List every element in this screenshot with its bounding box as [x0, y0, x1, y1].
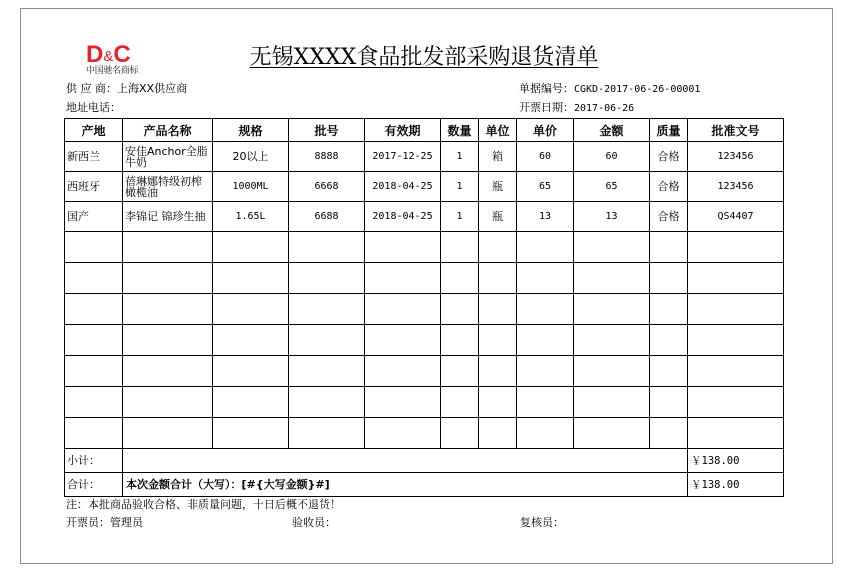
- col-header-expiry: 有效期: [365, 119, 441, 142]
- subtotal-value: ￥138.00: [688, 449, 784, 473]
- empty-row: [65, 294, 784, 325]
- empty-row: [65, 387, 784, 418]
- cell-batch: 8888: [289, 142, 365, 172]
- cell-quantity: 1: [441, 172, 479, 202]
- col-header-origin: 产地: [65, 119, 123, 142]
- col-header-quality: 质量: [650, 119, 688, 142]
- table-row: [65, 142, 784, 172]
- col-header-product-name: 产品名称: [123, 119, 213, 142]
- cell-quality: 合格: [650, 202, 688, 232]
- cell-quality: 合格: [650, 142, 688, 172]
- subtotal-row: [65, 449, 784, 473]
- cell-unit: 箱: [479, 142, 517, 172]
- reviewer-label: 复核员：: [520, 516, 564, 529]
- empty-row: [65, 232, 784, 263]
- issue-date-field: [519, 101, 634, 116]
- cell-quality: 合格: [650, 172, 688, 202]
- logo-mark: [86, 41, 152, 68]
- logo-letter-d: D: [86, 41, 103, 68]
- col-header-unit-price: 单价: [517, 119, 574, 142]
- total-row: [65, 473, 784, 497]
- address-label: 地址电话：: [66, 101, 121, 114]
- supplier-field: [66, 82, 187, 96]
- cell-expiry: 2018-04-25: [365, 172, 441, 202]
- empty-row: [65, 325, 784, 356]
- cell-origin: 新西兰: [65, 142, 123, 172]
- col-header-spec: 规格: [213, 119, 289, 142]
- cell-origin: 西班牙: [65, 172, 123, 202]
- total-label: 合计：: [65, 473, 123, 497]
- issue-date-value: 2017-06-26: [574, 103, 635, 114]
- supplier-value: 上海XX供应商: [117, 82, 188, 95]
- logo-ampersand: &: [103, 48, 113, 65]
- receiver-field: [292, 516, 336, 530]
- cell-spec: 1.65L: [213, 202, 289, 232]
- address-field: [66, 101, 121, 115]
- issuer-field: [66, 516, 143, 530]
- document-title: 无锡XXXX食品批发部采购退货清单: [249, 45, 599, 70]
- issuer-label: 开票员：: [66, 516, 110, 529]
- cell-unit-price: 13: [517, 202, 574, 232]
- doc-number-value: CGKD-2017-06-26-00001: [574, 84, 701, 95]
- cell-amount: 13: [574, 202, 650, 232]
- receiver-label: 验收员：: [292, 516, 336, 529]
- cell-product-name: 李锦记 锦珍生抽: [123, 202, 213, 232]
- table-row: [65, 202, 784, 232]
- total-amount-in-words: 本次金额合计（大写）：[#{大写金额}#]: [123, 473, 688, 497]
- cell-quantity: 1: [441, 142, 479, 172]
- col-header-quantity: 数量: [441, 119, 479, 142]
- total-value: ￥138.00: [688, 473, 784, 497]
- table-row: [65, 172, 784, 202]
- subtotal-label: 小计：: [65, 449, 123, 473]
- cell-batch: 6668: [289, 172, 365, 202]
- cell-spec: 20以上: [213, 142, 289, 172]
- cell-unit-price: 65: [517, 172, 574, 202]
- cell-approval-no: 123456: [688, 172, 784, 202]
- col-header-unit: 单位: [479, 119, 517, 142]
- cell-expiry: 2018-04-25: [365, 202, 441, 232]
- cell-amount: 65: [574, 172, 650, 202]
- col-header-amount: 金额: [574, 119, 650, 142]
- logo-letter-c: C: [113, 41, 130, 68]
- cell-product-name: 蓓琳娜特级初榨橄榄油: [123, 172, 213, 202]
- empty-row: [65, 418, 784, 449]
- supplier-label: 供 应 商：: [66, 82, 117, 95]
- subtotal-blank: [123, 449, 688, 473]
- reviewer-field: [520, 516, 564, 530]
- logo-subtitle: 中国驰名商标: [86, 66, 139, 76]
- empty-row: [65, 356, 784, 387]
- cell-unit: 瓶: [479, 202, 517, 232]
- return-policy-note: 注：本批商品验收合格、非质量问题，十日后概不退货！: [66, 498, 341, 511]
- cell-unit: 瓶: [479, 172, 517, 202]
- cell-unit-price: 60: [517, 142, 574, 172]
- cell-origin: 国产: [65, 202, 123, 232]
- cell-product-name: 安佳Anchor全脂牛奶: [123, 142, 213, 172]
- table-header-row: [65, 119, 784, 142]
- cell-quantity: 1: [441, 202, 479, 232]
- cell-expiry: 2017-12-25: [365, 142, 441, 172]
- return-items-table: [64, 118, 784, 497]
- doc-number-field: [519, 82, 700, 97]
- doc-number-label: 单据编号：: [519, 82, 574, 95]
- col-header-approval-no: 批准文号: [688, 119, 784, 142]
- col-header-batch: 批号: [289, 119, 365, 142]
- issuer-value: 管理员: [110, 516, 143, 529]
- cell-amount: 60: [574, 142, 650, 172]
- cell-approval-no: QS4407: [688, 202, 784, 232]
- brand-logo: [86, 41, 152, 78]
- issue-date-label: 开票日期：: [519, 101, 574, 114]
- cell-spec: 1000ML: [213, 172, 289, 202]
- cell-batch: 6688: [289, 202, 365, 232]
- empty-row: [65, 263, 784, 294]
- cell-approval-no: 123456: [688, 142, 784, 172]
